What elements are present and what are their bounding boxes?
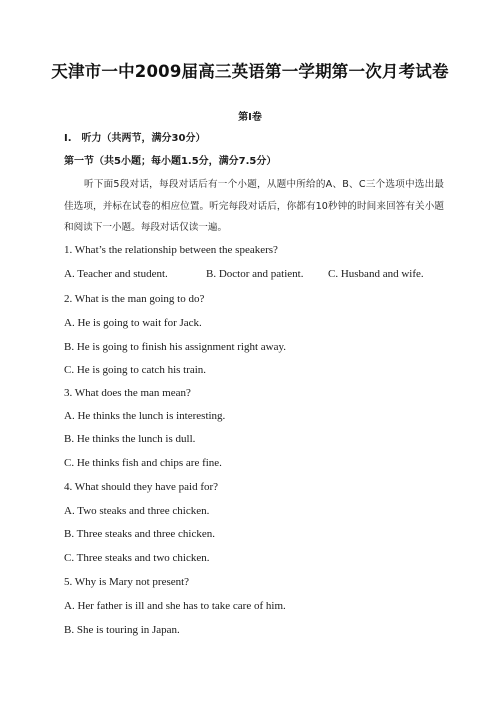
question-5-option-a: A. Her father is ill and she has to take care of him. (64, 600, 286, 612)
part-heading (64, 129, 205, 144)
question-2-option-c: C. He is going to catch his train. (64, 364, 207, 376)
part-number: I. (64, 133, 72, 144)
question-1-option-b: B. Doctor and patient. (206, 268, 304, 280)
question-4-option-b: B. Three steaks and three chicken. (64, 528, 215, 540)
question-5: 5. Why is Mary not present? (64, 576, 190, 588)
question-3-option-a: A. He thinks the lunch is interesting. (64, 410, 226, 422)
question-2: 2. What is the man going to do? (64, 293, 205, 305)
question-2-option-b: B. He is going to finish his assignment right away. (64, 341, 287, 353)
question-4-option-c: C. Three steaks and two chicken. (64, 552, 210, 564)
question-3: 3. What does the man mean? (64, 387, 191, 399)
question-1-option-c: C. Husband and wife. (328, 268, 424, 280)
question-4: 4. What should they have paid for? (64, 481, 219, 493)
question-3-option-b: B. He thinks the lunch is dull. (64, 433, 196, 445)
volume-label: 第Ⅰ卷 (238, 112, 262, 123)
instructions-paragraph: 听下面5段对话，每段对话后有一个小题，从题中所给的A、B、C三个选项中选出最佳选项，并标在试卷的相应位置。听完每段对话后，你都有10秒钟的时间来回答有关小题和阅读下一小题。每段对话仅读一遍。 (64, 179, 444, 233)
question-2-option-a: A. He is going to wait for Jack. (64, 317, 202, 329)
question-1: 1. What’s the relationship between the speakers? (64, 244, 278, 256)
exam-title: 天津市一中2009届高三英语第一学期第一次月考试卷 (51, 62, 449, 81)
question-4-option-a: A. Two steaks and three chicken. (64, 505, 210, 517)
part-title: 听力（共两节，满分30分） (81, 133, 206, 144)
question-5-option-b: B. She is touring in Japan. (64, 624, 180, 636)
subsection-heading: 第一节（共5小题；每小题1.5分，满分7.5分） (64, 156, 277, 167)
question-1-option-a: A. Teacher and student. (64, 268, 168, 280)
question-3-option-c: C. He thinks fish and chips are fine. (64, 457, 222, 469)
